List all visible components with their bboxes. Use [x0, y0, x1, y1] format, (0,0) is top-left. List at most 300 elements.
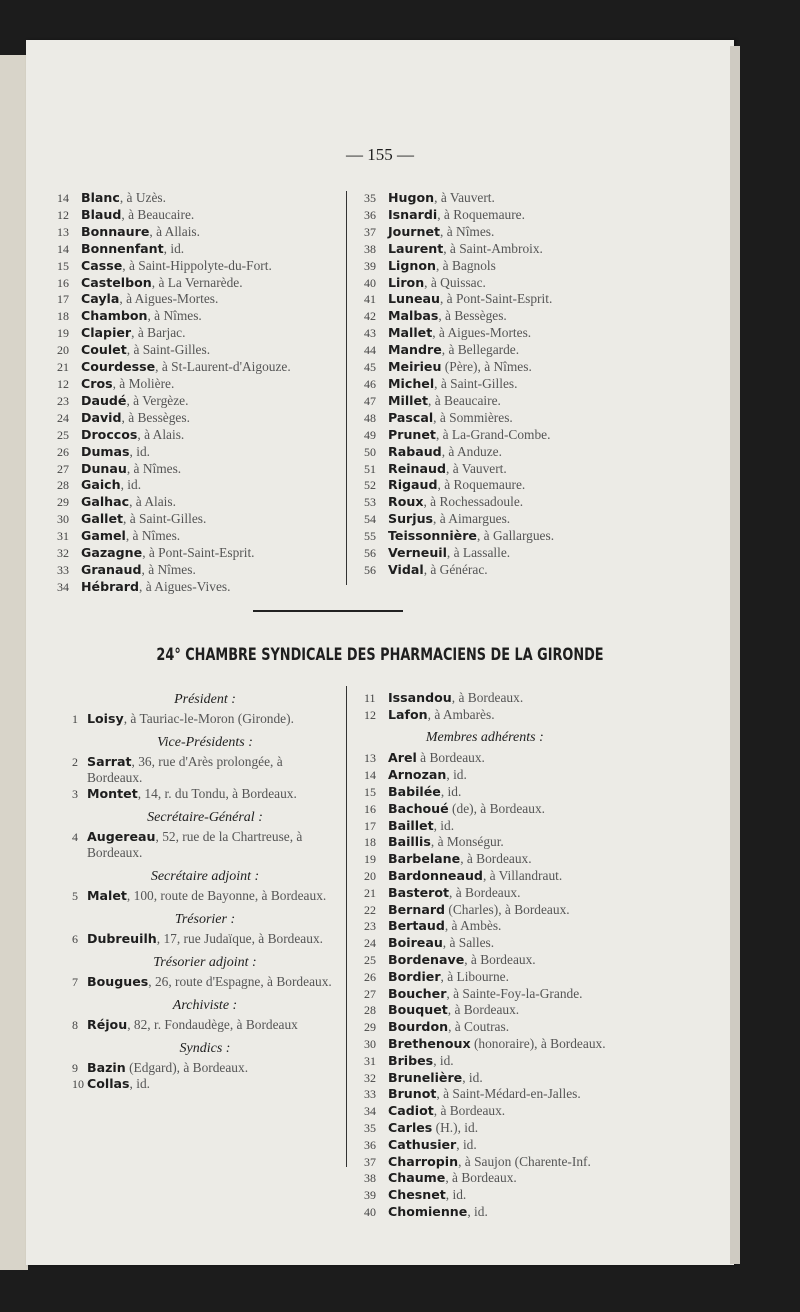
list-item [364, 690, 606, 707]
office-title: Secrétaire adjoint : [150, 869, 260, 884]
list-item [364, 325, 554, 342]
entry-number: 45 [364, 360, 376, 375]
entry-location: , à Vauvert. [446, 460, 507, 476]
entry-number: 1 [72, 712, 78, 726]
list-item [364, 1204, 606, 1221]
entry-location: , à Bessèges. [121, 409, 190, 425]
entry-name: Roux [388, 494, 424, 510]
list-item [364, 291, 554, 308]
entry-name: Réjou [87, 1017, 128, 1032]
entry-name: Montet [87, 786, 138, 801]
entry-number: 16 [57, 275, 69, 290]
list-item [57, 275, 291, 292]
entry-name: Clapier [81, 325, 132, 341]
office-title: Trésorier : [174, 912, 236, 927]
list-item [364, 224, 554, 241]
list-item [74, 1017, 336, 1033]
entry-name: Hugon [388, 190, 435, 205]
entry-name: Brunelière [388, 1069, 463, 1085]
entry-number: 41 [364, 292, 376, 307]
entry-name: Teissonnière [388, 528, 477, 544]
entry-location: , à Bordeaux. [433, 1103, 506, 1119]
entry-name: Chesnet [388, 1187, 446, 1203]
entry-name: Millet [388, 392, 429, 408]
entry-location: , à St-Laurent-d'Aigouze. [155, 359, 291, 375]
entry-location: , à Beaucaire. [428, 392, 501, 408]
entry-location: , à Vauvert. [434, 190, 495, 205]
entry-location: , à Lassalle. [446, 545, 511, 561]
list-item [57, 545, 291, 562]
entry-number: 34 [364, 1104, 376, 1119]
entry-location: , id. [456, 1136, 477, 1152]
entry-location: , à Alais. [137, 426, 185, 442]
entry-location: , à Ambès. [444, 918, 502, 934]
entry-name: Castelbon [81, 274, 152, 290]
entry-location: , à Allais. [149, 223, 200, 239]
entry-number: 18 [57, 309, 69, 324]
entry-location: , id. [163, 240, 185, 256]
entry-number: 37 [364, 1154, 376, 1169]
entry-name: Chaume [388, 1170, 446, 1186]
list-item [364, 410, 554, 427]
entry-name: Mallet [388, 325, 433, 341]
entry-location: , à Bordeaux. [445, 1170, 517, 1186]
entry-name: Galhac [81, 494, 130, 510]
entry-name: Rigaud [388, 477, 438, 493]
entry-location: , à Molière. [112, 375, 175, 391]
entry-name: Baillet [388, 817, 434, 833]
entry-name: Chomienne [388, 1203, 468, 1219]
entry-location: , 36, rue d'Arès prolongée, à Bordeaux. [87, 754, 283, 785]
entry-name: Dumas [81, 443, 130, 459]
entry-name: Boireau [388, 935, 443, 951]
list-item [364, 1053, 606, 1070]
entry-location: , à Saint-Gilles. [123, 511, 207, 527]
entry-location: , à Roquemaure. [437, 206, 525, 222]
office-title: Président : [174, 692, 236, 707]
entry-location: , id. [129, 1076, 150, 1091]
entry-location: , à Sommières. [433, 409, 513, 425]
entry-name: David [81, 409, 122, 425]
entry-number: 19 [57, 326, 69, 341]
list-item [364, 851, 606, 868]
entry-number: 38 [364, 241, 376, 256]
entry-location: , à Nîmes. [125, 528, 181, 544]
entry-location: , à Saint-Gilles. [126, 342, 211, 358]
entry-name: Coulet [81, 342, 127, 358]
entry-location: , à Beaucaire. [121, 206, 195, 222]
entry-location: (Charles), à Bordeaux. [445, 901, 570, 917]
list-item [57, 427, 291, 444]
entry-name: Charropin [388, 1153, 459, 1169]
entry-location: , à Gallargues. [476, 528, 555, 544]
entry-number: 42 [364, 309, 376, 324]
entry-location: , à Barjac. [131, 325, 186, 341]
entry-name: Baillis [388, 834, 431, 850]
entry-location: , 14, r. du Tondu, à Bordeaux. [137, 786, 297, 801]
entry-name: Dunau [81, 460, 127, 476]
entry-number: 12 [57, 376, 69, 391]
entry-location: , à La Vernarède. [151, 274, 243, 290]
entry-name: Vidal [388, 561, 424, 577]
entry-name: Casse [81, 257, 123, 273]
entry-number: 35 [364, 191, 376, 205]
entry-location: , à Nîmes. [440, 223, 495, 239]
entry-number: 28 [364, 1003, 376, 1018]
list-item [364, 528, 554, 545]
list-item [364, 1086, 606, 1103]
entry-name: Lafon [388, 706, 428, 722]
entry-location: , à Bellegarde. [441, 342, 520, 358]
entry-name: Journet [388, 223, 441, 239]
list-item [364, 393, 554, 410]
entry-location: , à Saint-Médard-en-Jalles. [436, 1086, 581, 1102]
entry-number: 30 [57, 512, 69, 527]
list-item [364, 494, 554, 511]
office-title: Trésorier adjoint : [153, 955, 257, 970]
list-item [74, 786, 336, 802]
entry-number: 35 [364, 1120, 376, 1135]
entry-number: 2 [72, 755, 78, 769]
entry-number: 32 [364, 1070, 376, 1085]
list-item [74, 1060, 336, 1076]
entry-location: , 100, route de Bayonne, à Bordeaux. [126, 888, 327, 903]
office-title: Syndics : [179, 1041, 231, 1056]
entry-location: , à Aigues-Mortes. [432, 325, 532, 341]
entry-name: Boucher [388, 985, 447, 1001]
list-item [57, 562, 291, 579]
entry-number: 34 [57, 579, 69, 594]
list-item [74, 974, 336, 990]
entry-location: , à Aigues-Mortes. [119, 291, 219, 307]
list-item [364, 1070, 606, 1087]
list-item [57, 511, 291, 528]
list-item [364, 190, 554, 207]
entry-location: , à Roquemaure. [437, 477, 526, 493]
list-item [364, 427, 554, 444]
section-separator [253, 610, 403, 612]
entry-name: Collas [87, 1076, 130, 1091]
entry-name: Bazin [87, 1060, 126, 1075]
entry-number: 4 [72, 830, 78, 844]
list-item [57, 190, 291, 207]
book-page [26, 40, 734, 1265]
entry-location: , à Tauriac-le-Moron (Gironde). [123, 711, 294, 726]
page-number: — 155 — [346, 145, 414, 164]
list-item [364, 376, 554, 393]
list-item [364, 1170, 606, 1187]
entry-name: Cayla [81, 291, 120, 307]
entry-number: 37 [364, 224, 376, 239]
entry-number: 51 [364, 461, 376, 476]
entry-location: , à Nîmes. [147, 308, 202, 324]
entry-number: 23 [364, 919, 376, 934]
list-item [364, 511, 554, 528]
entry-name: Gamel [81, 528, 126, 544]
entry-location: , id. [433, 817, 455, 833]
entry-location: , 52, rue de la Chartreuse, à Bordeaux. [87, 829, 303, 860]
entry-name: Verneuil [388, 545, 447, 561]
list-item [74, 754, 336, 786]
entry-name: Bribes [388, 1052, 434, 1068]
list-item [364, 562, 554, 579]
entry-number: 32 [57, 546, 69, 561]
entry-name: Surjus [388, 511, 434, 527]
list-item [364, 359, 554, 376]
entry-number: 21 [364, 885, 376, 900]
entry-name: Bouquet [388, 1002, 448, 1018]
entry-name: Liron [388, 274, 425, 290]
entry-location: , id. [120, 477, 142, 493]
entry-number: 26 [364, 969, 376, 984]
column-divider-bottom [346, 686, 347, 1167]
list-item [364, 885, 606, 902]
entry-number: 17 [57, 292, 69, 307]
entry-location: , à Villandraut. [482, 867, 563, 883]
entry-number: 36 [364, 207, 376, 222]
entry-number: 54 [364, 512, 376, 527]
entry-name: Babilée [388, 783, 441, 799]
entry-location: , id. [446, 767, 467, 783]
entry-number: 5 [72, 889, 78, 903]
entry-location: , id. [129, 443, 151, 459]
entry-name: Barbelane [388, 851, 461, 867]
entry-name: Carles [388, 1119, 433, 1135]
entry-number: 55 [364, 529, 376, 544]
entry-number: 33 [364, 1087, 376, 1102]
entry-number: 24 [57, 410, 69, 425]
entry-location: , à Saujon (Charente-Inf. [458, 1153, 591, 1169]
entry-location: , à Uzès. [119, 190, 166, 205]
entry-name: Issandou [388, 690, 452, 705]
list-item [364, 461, 554, 478]
entry-location: , 82, r. Fondaudège, à Bordeaux [127, 1017, 298, 1032]
entry-location: , id. [440, 783, 462, 799]
entry-name: Basterot [388, 884, 450, 900]
entry-name: Michel [388, 375, 435, 391]
entry-number: 6 [72, 932, 78, 946]
entry-number: 27 [364, 986, 376, 1001]
entry-name: Loisy [87, 711, 124, 726]
entry-number: 9 [72, 1061, 78, 1075]
entry-name: Blanc [81, 190, 120, 205]
page-stack-edge [730, 46, 740, 1264]
entry-location: , à Bordeaux. [460, 851, 532, 867]
column-divider [346, 191, 347, 585]
entry-number: 15 [57, 258, 69, 273]
entry-number: 47 [364, 393, 376, 408]
entry-number: 25 [364, 952, 376, 967]
list-item [364, 902, 606, 919]
entry-name: Bordier [388, 968, 441, 984]
list-item [74, 888, 336, 904]
entry-name: Bonnaure [81, 223, 150, 239]
list-item [74, 829, 336, 861]
entry-name: Gaich [81, 477, 121, 493]
entry-number: 56 [364, 562, 376, 577]
entry-location: , à Aimargues. [433, 511, 511, 527]
entry-name: Granaud [81, 561, 142, 577]
entry-location: , à Bessèges. [438, 308, 507, 324]
entry-number: 19 [364, 852, 376, 867]
entry-number: 7 [72, 975, 78, 989]
members-title: Membres adhérents : [425, 729, 544, 745]
entry-name: Cadiot [388, 1103, 434, 1119]
entry-number: 53 [364, 495, 376, 510]
entry-location: , id. [445, 1187, 467, 1203]
list-item [57, 579, 291, 596]
entry-number: 11 [364, 691, 376, 705]
entry-name: Blaud [81, 206, 122, 222]
entry-number: 12 [364, 707, 376, 722]
entry-name: Malet [87, 888, 127, 903]
office-title: Archiviste : [172, 998, 238, 1013]
entry-number: 50 [364, 444, 376, 459]
list-item [57, 410, 291, 427]
list-item [364, 1002, 606, 1019]
entry-name: Lignon [388, 257, 436, 273]
entry-number: 40 [364, 1204, 376, 1219]
entry-number: 12 [57, 207, 69, 222]
entry-number: 17 [364, 818, 376, 833]
entry-location: , 26, route d'Espagne, à Bordeaux. [148, 974, 332, 989]
entry-location: , id. [467, 1203, 488, 1219]
list-item [57, 528, 291, 545]
entry-location: , à Nîmes. [141, 561, 196, 577]
entry-number: 14 [57, 241, 69, 256]
list-item [57, 207, 291, 224]
entry-location: (de), à Bordeaux. [448, 800, 545, 816]
entry-name: Brunot [388, 1086, 437, 1102]
list-item [364, 952, 606, 969]
entry-number: 36 [364, 1137, 376, 1152]
entry-number: 31 [364, 1053, 376, 1068]
entry-number: 18 [364, 835, 376, 850]
entry-name: Meirieu [388, 359, 442, 375]
list-item [364, 241, 554, 258]
entry-number: 44 [364, 343, 376, 358]
list-item [364, 1120, 606, 1137]
entry-name: Malbas [388, 308, 439, 324]
entry-name: Arel [388, 750, 417, 766]
entry-number: 39 [364, 1188, 376, 1203]
entry-name: Rabaud [388, 443, 442, 459]
entry-location: , à Aigues-Vives. [139, 578, 231, 594]
entry-name: Bertaud [388, 918, 445, 934]
list-item [364, 969, 606, 986]
entry-location: , à Bordeaux. [447, 1002, 520, 1018]
entry-location: , à Générac. [423, 561, 488, 577]
entry-location: , id. [462, 1069, 483, 1085]
list-item [74, 711, 336, 727]
entry-name: Gallet [81, 511, 124, 527]
entry-location: (H.), id. [432, 1119, 479, 1135]
entry-number: 14 [57, 191, 69, 205]
entry-location: (Edgard), à Bordeaux. [125, 1060, 249, 1075]
entry-name: Daudé [81, 392, 127, 408]
entry-number: 20 [364, 868, 376, 883]
list-item [364, 308, 554, 325]
entry-location: , à Rochessadoule. [423, 494, 524, 510]
list-item [364, 258, 554, 275]
entry-name: Bonnenfant [81, 240, 164, 256]
list-item [364, 935, 606, 952]
list-item [364, 444, 554, 461]
entry-number: 29 [364, 1020, 376, 1035]
entry-number: 21 [57, 360, 69, 375]
members-column [364, 690, 606, 1221]
list-item [57, 325, 291, 342]
entry-name: Courdesse [81, 359, 156, 375]
entry-number: 27 [57, 461, 69, 476]
entry-number: 16 [364, 801, 376, 816]
list-item [74, 931, 336, 947]
list-item [57, 308, 291, 325]
list-item [364, 750, 606, 767]
entry-number: 28 [57, 478, 69, 493]
top-right-column [364, 190, 554, 579]
entry-location: , à Bordeaux. [449, 884, 521, 900]
entry-location: , 17, rue Judaïque, à Bordeaux. [156, 931, 323, 946]
entry-name: Pascal [388, 409, 434, 425]
entry-location: , à Saint-Hippolyte-du-Fort. [122, 257, 272, 273]
entry-location: , à Coutras. [448, 1019, 510, 1035]
entry-location: , à Ambarès. [427, 706, 495, 722]
entry-number: 10 [72, 1077, 84, 1091]
entry-number: 56 [364, 546, 376, 561]
entry-name: Reinaud [388, 460, 447, 476]
list-item [364, 834, 606, 851]
list-item [364, 477, 554, 494]
entry-name: Bernard [388, 901, 446, 917]
entry-location: , à La-Grand-Combe. [435, 426, 551, 442]
list-item [57, 359, 291, 376]
entry-name: Isnardi [388, 206, 438, 222]
list-item [57, 224, 291, 241]
entry-name: Cros [81, 375, 113, 391]
entry-number: 22 [364, 902, 376, 917]
entry-number: 33 [57, 562, 69, 577]
entry-name: Dubreuilh [87, 931, 157, 946]
top-left-column [57, 190, 291, 596]
entry-name: Cathusier [388, 1136, 457, 1152]
entry-number: 3 [72, 787, 78, 801]
list-item [57, 494, 291, 511]
entry-location: , à Bordeaux. [464, 951, 536, 967]
entry-number: 25 [57, 427, 69, 442]
entry-number: 23 [57, 393, 69, 408]
entry-location: , à Alais. [129, 494, 176, 510]
entry-number: 13 [57, 224, 69, 239]
list-item [57, 258, 291, 275]
entry-name: Laurent [388, 240, 444, 256]
list-item [364, 1103, 606, 1120]
entry-location: , à Saint-Ambroix. [443, 240, 543, 256]
list-item [364, 1019, 606, 1036]
entry-location: , à Libourne. [440, 968, 509, 984]
entry-number: 39 [364, 258, 376, 273]
entry-location: , à Saint-Gilles. [434, 375, 518, 391]
entry-location: , à Bordeaux. [451, 690, 524, 705]
entry-location: à Bordeaux. [416, 750, 485, 766]
entry-name: Sarrat [87, 754, 132, 769]
entry-location: , à Monségur. [430, 834, 504, 850]
entry-name: Brethenoux [388, 1035, 471, 1051]
list-item [364, 801, 606, 818]
entry-name: Bougues [87, 974, 149, 989]
entry-location: , à Bagnols [435, 257, 496, 273]
entry-name: Bachoué [388, 800, 449, 816]
